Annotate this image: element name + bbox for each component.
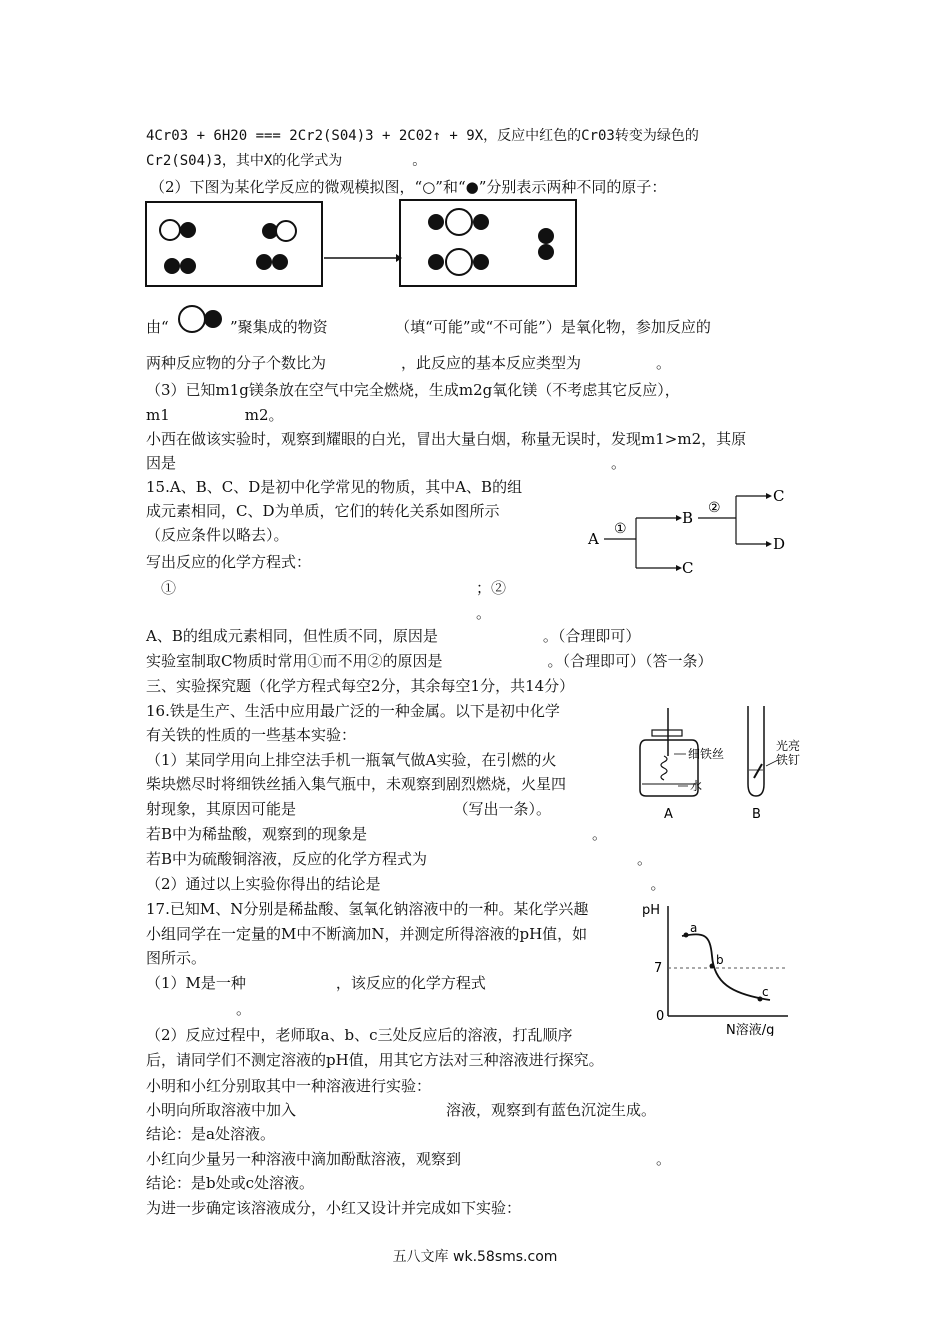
q15-line-7: A、B的组成元素相同，但性质不同，原因是 。（合理即可） [146, 627, 641, 645]
label-nail-2: 铁钉 [776, 753, 800, 767]
ph-tick-7: 7 [654, 961, 663, 976]
label-nail-1: 光亮 [776, 739, 800, 753]
q16-line-5: 射现象，其原因可能是 （写出一条）。 [146, 800, 552, 818]
q16-line-1: 16.铁是生产、生活中应用最广泛的一种金属。以下是初中化学 [146, 702, 560, 720]
q14-part3-line-1: （3）已知m1g镁条放在空气中完全燃烧，生成m2g氧化镁（不考虑其它反应）， [146, 381, 680, 399]
q16-line-2: 有关铁的性质的一些基本实验： [146, 726, 357, 744]
q17-line-12: 结论：是b处或c处溶液。 [146, 1174, 315, 1192]
section-3-heading: 三、实验探究题（化学方程式每空2分，其余每空1分，共14分） [146, 677, 575, 695]
ph-tick-0: 0 [656, 1009, 665, 1024]
q14-part2-intro: （2）下图为某化学反应的微观模拟图，“○”和“●”分别表示两种不同的原子： [150, 178, 667, 196]
q16-line-3: （1）某同学用向上排空法手机一瓶氧气做A实验，在引燃的火 [146, 751, 557, 769]
q17-line-11: 小红向少量另一种溶液中滴加酚酞溶液，观察到 。 [146, 1150, 672, 1168]
q15-line-8: 实验室制取C物质时常用①而不用②的原因是 。（合理即可）（答一条） [146, 652, 713, 670]
q14-part3-line-3: 小西在做该实验时，观察到耀眼的白光，冒出大量白烟，称量无误时，发现m1>m2，其原 [146, 430, 747, 448]
ph-curve [682, 934, 770, 1000]
equation-line-1: 4Cr03 + 6H20 === 2Cr2(S04)3 + 2C02↑ + 9X，反应中红色的Cr03转变为绿色的 [146, 128, 699, 144]
label-B: B [752, 807, 761, 822]
q15-line-4: 写出反应的化学方程式： [146, 553, 312, 571]
q17-line-4: （1）M是一种 ，该反应的化学方程式 [146, 974, 486, 992]
q16-line-7: 若B中为硫酸铜溶液，反应的化学方程式为 。 [146, 850, 653, 868]
molecule-icon [172, 304, 228, 334]
q16-line-8: （2）通过以上实验你得出的结论是 。 [146, 875, 666, 893]
molecule-line-prefix: 由“ [146, 318, 169, 336]
q16-line-4: 柴块燃尽时将细铁丝插入集气瓶中，未观察到剧烈燃烧，火星四 [146, 775, 567, 793]
diagram-node-c-upper: C [773, 487, 785, 505]
q17-line-5: 。 [146, 1000, 252, 1018]
q14-part3-line-2: m1 m2。 [146, 406, 284, 424]
q17-line-9: 小明向所取溶液中加入 溶液，观察到有蓝色沉淀生成。 [146, 1101, 657, 1119]
q15-line-5: ① ；② [146, 579, 507, 597]
iron-experiment-figure [630, 700, 800, 824]
ph-axis-label: pH [642, 903, 661, 918]
diagram-node-d: D [773, 535, 786, 553]
q15-line-3: （反应条件以略去）。 [146, 526, 289, 544]
q17-line-3: 图所示。 [146, 949, 207, 967]
ph-point-a-label: a [690, 921, 698, 935]
ph-point-b-label: b [716, 953, 724, 967]
molecule-line-text: ”聚集成的物资 （填“可能”或“不可能”）是氧化物，参加反应的 [230, 318, 711, 336]
q17-line-1: 17.已知M、N分别是稀盐酸、氢氧化钠溶液中的一种。某化学兴趣 [146, 900, 589, 918]
ratio-line: 两种反应物的分子个数比为 ，此反应的基本反应类型为 。 [146, 354, 672, 372]
q15-line-2: 成元素相同，C、D为单质，它们的转化关系如图所示 [146, 502, 500, 520]
q15-line-6: 。 [146, 604, 492, 622]
q17-line-8: 小明和小红分别取其中一种溶液进行实验： [146, 1077, 432, 1095]
q14-part3-line-4: 因是 。 [146, 454, 627, 472]
label-wire: 细铁丝 [688, 747, 725, 761]
q17-line-10: 结论：是a处溶液。 [146, 1125, 275, 1143]
ph-chart [640, 896, 800, 1036]
ph-point-c-label: c [762, 985, 769, 999]
footer-watermark: 五八文库 wk.58sms.com [392, 1249, 558, 1265]
q17-line-13: 为进一步确定该溶液成分，小红又设计并完成如下实验： [146, 1199, 522, 1217]
q17-line-2: 小组同学在一定量的M中不断滴加N，并测定所得溶液的pH值，如 [146, 925, 588, 943]
q17-line-6: （2）反应过程中，老师取a、b、c三处反应后的溶液，打乱顺序 [146, 1026, 573, 1044]
conversion-diagram [580, 484, 800, 580]
q17-line-7: 后，请同学们不测定溶液的pH值，用其它方法对三种溶液进行探究。 [146, 1051, 604, 1069]
label-water: 水 [690, 779, 703, 793]
diagram-node-a: A [588, 530, 599, 548]
ph-point-a [684, 933, 689, 938]
micro-reaction-diagram [144, 198, 584, 290]
diagram-node-c-lower: C [682, 559, 694, 577]
ph-point-b [710, 964, 715, 969]
equation-line-2: Cr2(S04)3，其中X的化学式为 。 [146, 153, 427, 169]
label-A: A [664, 807, 673, 822]
diagram-step-1: ① [614, 521, 627, 537]
diagram-node-b: B [682, 509, 694, 527]
ph-x-axis-label: N溶液/g [726, 1023, 775, 1036]
q16-line-6: 若B中为稀盐酸，观察到的现象是 。 [146, 825, 608, 843]
diagram-step-2: ② [708, 500, 721, 516]
q15-line-1: 15.A、B、C、D是初中化学常见的物质，其中A、B的组 [146, 478, 523, 496]
